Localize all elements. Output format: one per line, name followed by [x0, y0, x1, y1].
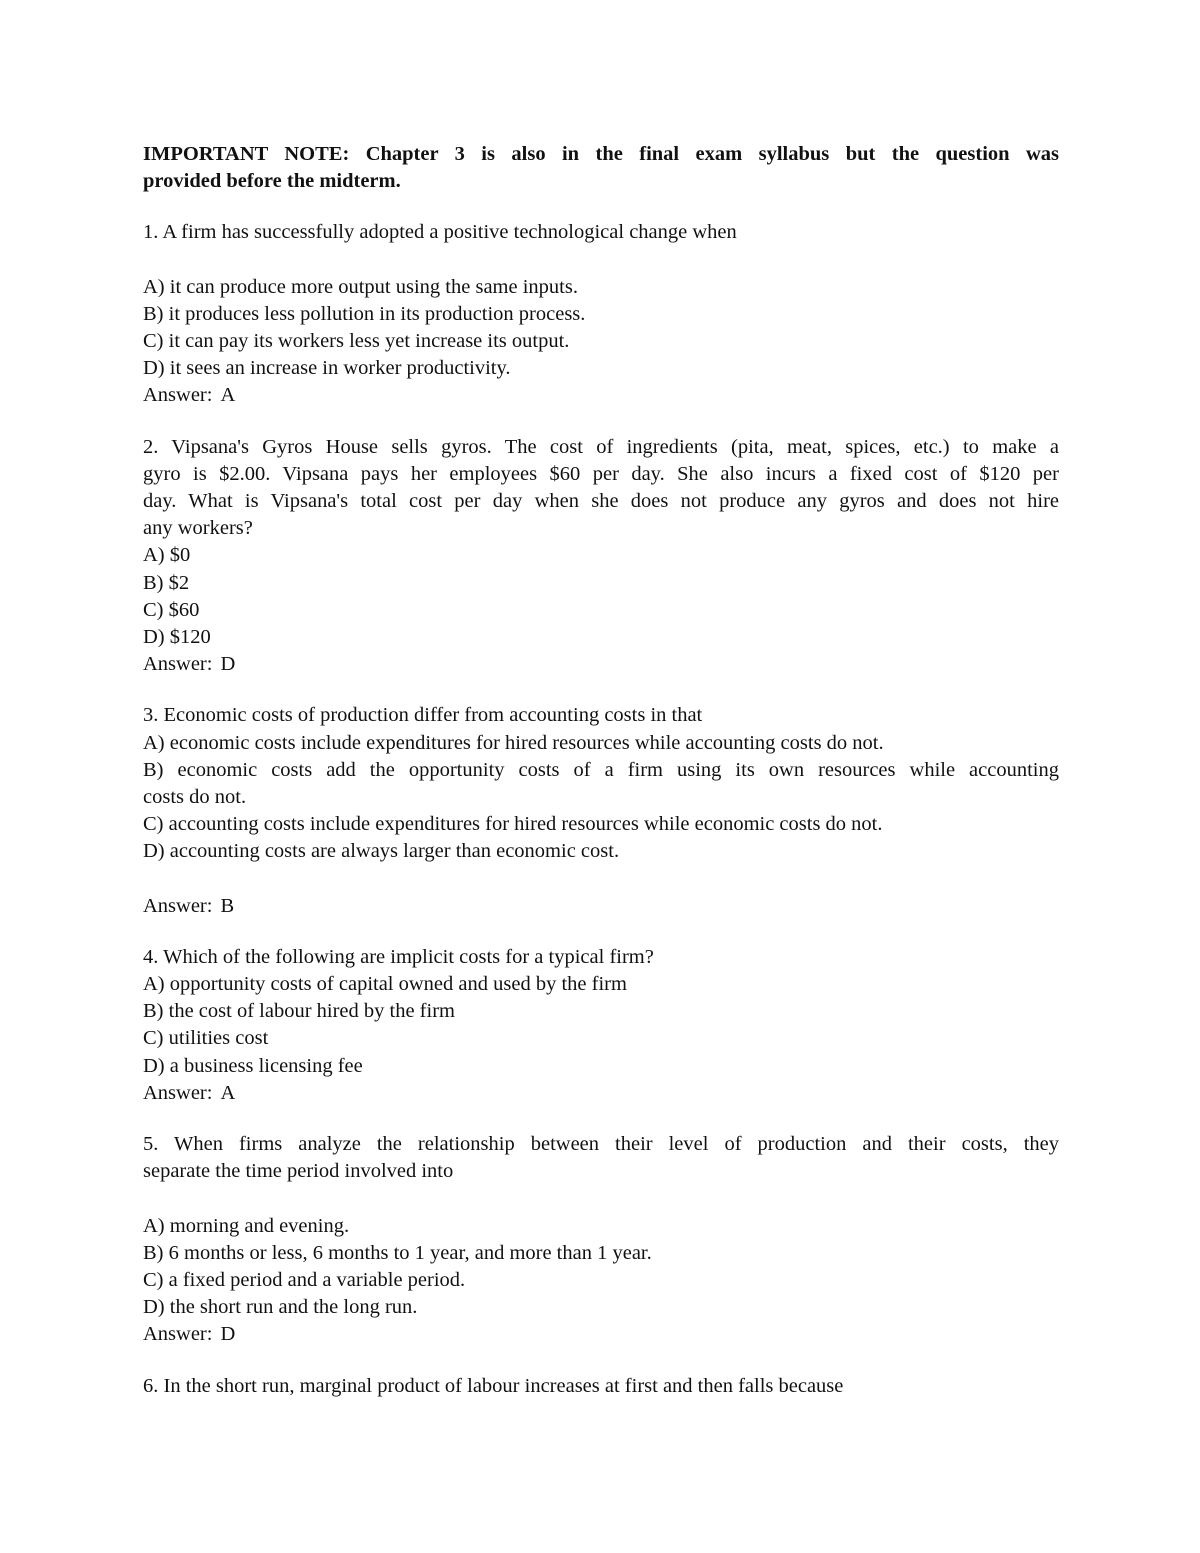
- answer-option: C) accounting costs include expenditures for hired resources while economic costs do not.: [143, 813, 883, 836]
- question-stem: 4. Which of the following are implicit costs for a typical firm?: [143, 945, 654, 968]
- document-body: [143, 141, 1059, 1424]
- answer-key: [143, 1080, 1059, 1107]
- answer-option: B) 6 months or less, 6 months to 1 year, and more than 1 year.: [143, 1241, 652, 1264]
- blank-line: [143, 247, 1059, 274]
- answer-option: A) economic costs include expenditures for hired resources while accounting costs do not.: [143, 731, 884, 754]
- question-stem: day. What is Vipsana's total cost per day when she does not produce any gyros and does not hire: [143, 490, 1059, 513]
- answer-value: B: [220, 894, 235, 917]
- answer-key: [143, 651, 1059, 678]
- blank-line: [143, 1186, 1059, 1213]
- question-list: [143, 219, 1059, 1399]
- answer-label: Answer:: [143, 1323, 213, 1346]
- answer-value: D: [220, 1323, 236, 1346]
- question-block: [143, 434, 1059, 679]
- important-note-line: provided before the midterm.: [143, 170, 401, 193]
- answer-value: A: [220, 1081, 236, 1104]
- answer-option: A) it can produce more output using the same inputs.: [143, 275, 578, 298]
- answer-option: B) $2: [143, 571, 190, 594]
- answer-option: D) $120: [143, 626, 211, 649]
- answer-option: A) opportunity costs of capital owned and used by the firm: [143, 973, 627, 996]
- answer-key: [143, 893, 1059, 920]
- question-stem: gyro is $2.00. Vipsana pays her employees $60 per day. She also incurs a fixed cost of $120 per: [143, 462, 1059, 485]
- answer-option: C) a fixed period and a variable period.: [143, 1268, 466, 1291]
- question-block: [143, 944, 1059, 1107]
- answer-option: C) $60: [143, 598, 200, 621]
- answer-option: C) utilities cost: [143, 1027, 269, 1050]
- answer-label: Answer:: [143, 894, 213, 917]
- question-block: [143, 1373, 1059, 1400]
- question-stem: 6. In the short run, marginal product of labour increases at first and then falls because: [143, 1374, 844, 1397]
- important-note-line: IMPORTANT NOTE: Chapter 3 is also in the final exam syllabus but the question was: [143, 143, 1059, 165]
- question-block: [143, 1131, 1059, 1348]
- answer-key: [143, 1321, 1059, 1348]
- answer-option: costs do not.: [143, 786, 247, 809]
- answer-option: C) it can pay its workers less yet increase its output.: [143, 330, 570, 353]
- blank-line: [143, 866, 1059, 893]
- question-stem: separate the time period involved into: [143, 1160, 454, 1183]
- answer-label: Answer:: [143, 1081, 213, 1104]
- answer-label: Answer:: [143, 384, 213, 407]
- question-stem: 3. Economic costs of production differ from accounting costs in that: [143, 704, 703, 727]
- answer-option: B) the cost of labour hired by the firm: [143, 1000, 455, 1023]
- answer-option: B) it produces less pollution in its production process.: [143, 302, 586, 325]
- answer-option: A) morning and evening.: [143, 1214, 350, 1237]
- question-block: [143, 219, 1059, 409]
- important-note: [143, 141, 1059, 195]
- answer-key: [143, 382, 1059, 409]
- question-stem: 1. A firm has successfully adopted a positive technological change when: [143, 221, 737, 244]
- question-stem: any workers?: [143, 517, 253, 540]
- answer-value: D: [220, 653, 236, 676]
- answer-option: B) economic costs add the opportunity costs of a firm using its own resources while accounting: [143, 758, 1059, 781]
- answer-option: D) a business licensing fee: [143, 1054, 363, 1077]
- answer-option: D) accounting costs are always larger than economic cost.: [143, 840, 620, 863]
- answer-option: D) the short run and the long run.: [143, 1296, 418, 1319]
- question-stem: 5. When firms analyze the relationship between their level of production and their costs, they: [143, 1133, 1059, 1156]
- answer-option: D) it sees an increase in worker productivity.: [143, 357, 511, 380]
- question-stem: 2. Vipsana's Gyros House sells gyros. The cost of ingredients (pita, meat, spices, etc.) to make a: [143, 435, 1059, 458]
- answer-option: A) $0: [143, 544, 191, 567]
- question-block: [143, 702, 1059, 919]
- answer-label: Answer:: [143, 653, 213, 676]
- answer-value: A: [220, 384, 236, 407]
